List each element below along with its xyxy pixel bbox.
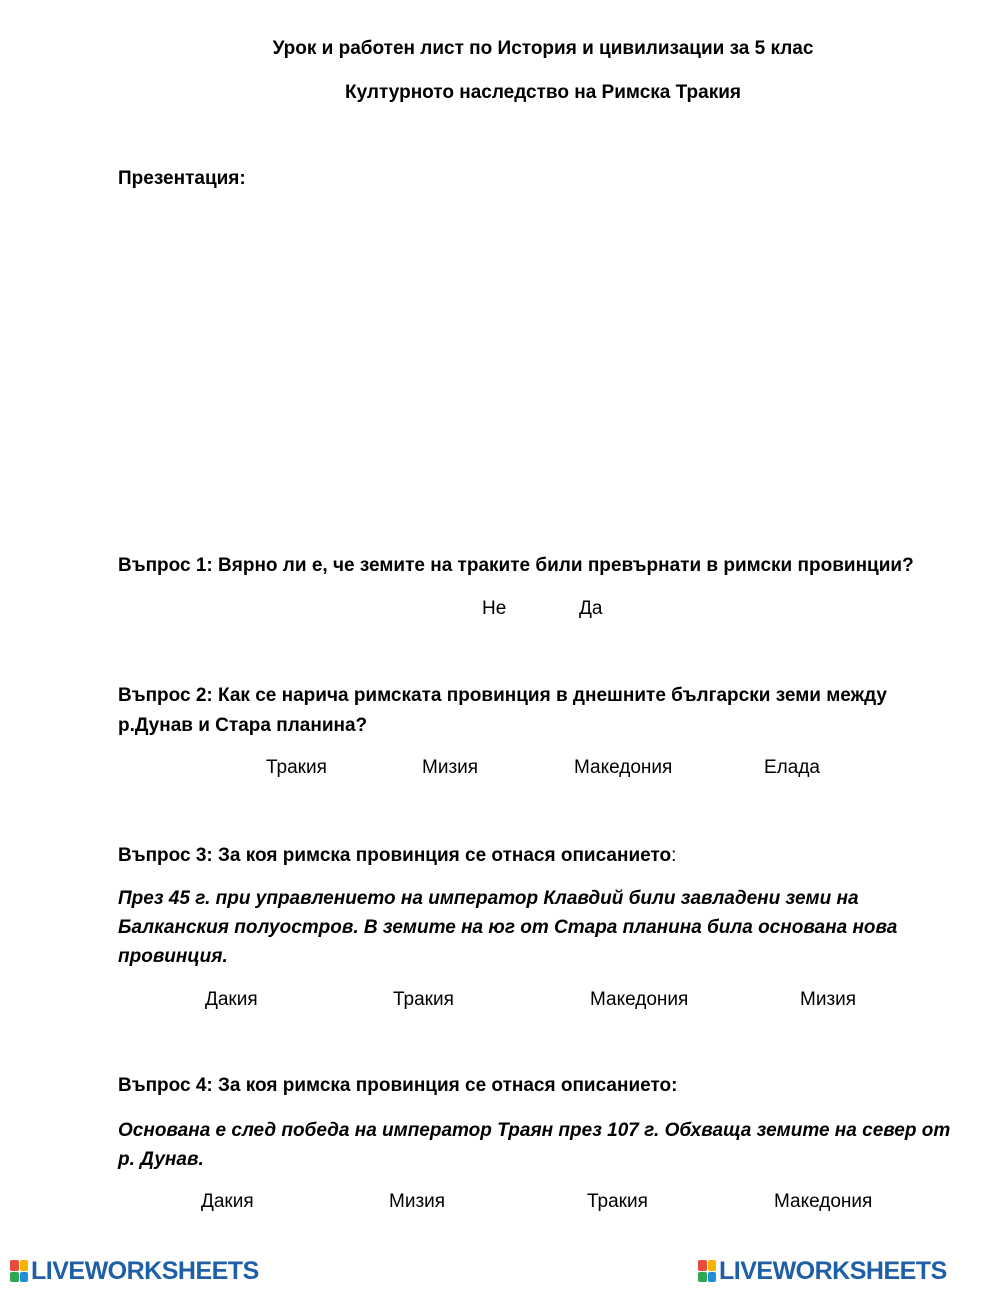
worksheet-title: Урок и работен лист по История и цивилизации за 5 клас bbox=[272, 38, 814, 59]
q2-option-mizia[interactable]: Мизия bbox=[422, 757, 479, 778]
q4-option-makedonia[interactable]: Македония bbox=[774, 1191, 873, 1212]
liveworksheets-logo-text: LIVEWORKSHEETS bbox=[719, 1256, 947, 1285]
q4-option-dakia[interactable]: Дакия bbox=[201, 1191, 254, 1212]
q1-option-ne[interactable]: Не bbox=[482, 598, 507, 619]
question-1-text: Въпрос 1: Вярно ли е, че земите на траките били превърнати в римски провинции? bbox=[118, 555, 914, 576]
liveworksheets-logo-left bbox=[10, 1256, 259, 1285]
question-2-text-line1: Въпрос 2: Как се нарича римската провинция в днешните български земи между bbox=[118, 685, 887, 706]
liveworksheets-logo-icon bbox=[698, 1260, 716, 1282]
question-3-text bbox=[118, 845, 676, 867]
question-3-text-bold: Въпрос 3: За коя римска провинция се отнася описанието bbox=[118, 845, 672, 866]
question-3-colon: : bbox=[671, 845, 677, 866]
question-2-text-line2: р.Дунав и Стара планина? bbox=[118, 715, 368, 736]
q4-option-mizia[interactable]: Мизия bbox=[389, 1191, 446, 1212]
q3-option-dakia[interactable]: Дакия bbox=[205, 989, 258, 1010]
q3-option-mizia[interactable]: Мизия bbox=[800, 989, 857, 1010]
question-3-description: През 45 г. при управлението на император Клавдий били завладени земи на Балканския полуостров. В земите на юг от Стара планина била основана нова провинция. bbox=[118, 888, 898, 967]
liveworksheets-logo-right bbox=[698, 1256, 947, 1285]
worksheet-subtitle: Културното наследство на Римска Тракия bbox=[345, 82, 741, 103]
q1-option-da[interactable]: Да bbox=[579, 598, 603, 619]
liveworksheets-logo-icon bbox=[10, 1260, 28, 1282]
liveworksheets-logo-text: LIVEWORKSHEETS bbox=[31, 1256, 259, 1285]
q2-option-elada[interactable]: Елада bbox=[764, 757, 820, 778]
q3-option-trakia[interactable]: Тракия bbox=[393, 989, 454, 1010]
question-4-description: Основана е след победа на император Траян през 107 г. Обхваща земите на север от р. Дунав. bbox=[118, 1120, 951, 1170]
question-4-text: Въпрос 4: За коя римска провинция се отнася описанието: bbox=[118, 1075, 678, 1096]
q4-option-trakia[interactable]: Тракия bbox=[587, 1191, 648, 1212]
presentation-area[interactable] bbox=[118, 200, 898, 530]
q3-option-makedonia[interactable]: Македония bbox=[590, 989, 689, 1010]
q2-option-makedonia[interactable]: Македония bbox=[574, 757, 673, 778]
q2-option-trakia[interactable]: Тракия bbox=[266, 757, 327, 778]
presentation-label: Презентация: bbox=[118, 168, 246, 189]
